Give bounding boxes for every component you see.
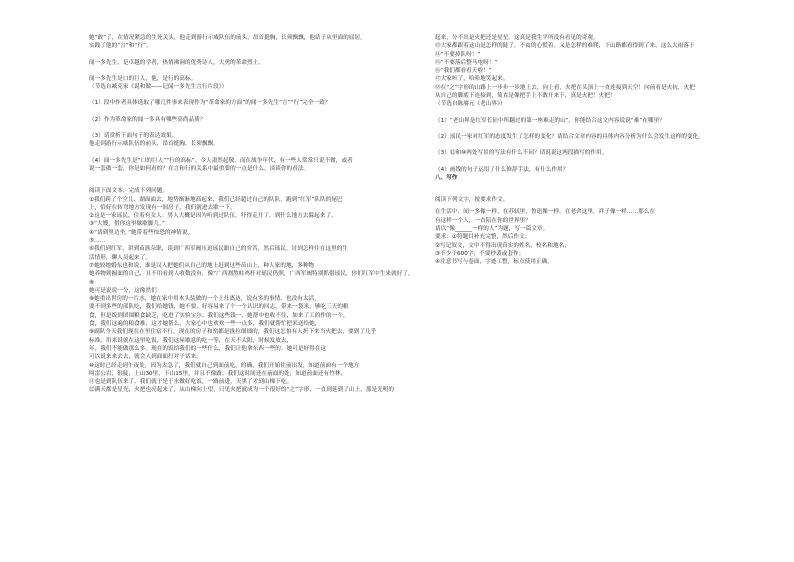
passage-line: 要不到多些的部队吃，我们给她钱，她不要。好容易来了个一个认识的回志，带来一袋米，够吃三天的粮	[89, 304, 349, 311]
passage-line: ⑧	[89, 279, 95, 286]
right-column	[435, 34, 755, 267]
passage-line: ⑨副队今天我们现在在里住宿不行，现在的房子和窑都是拢拉细细的，我们这怎怕有人折下来当火把去，要到了几乎	[89, 329, 377, 336]
right-questions	[435, 34, 755, 182]
passage-line: 标准，用米说就在这里吃饭，我们这屋歇息的吃一等，在天不太阳，时候发放去，	[89, 337, 293, 344]
text-line: （节选自臧克家《说和做——记闻一多先生言行片段》）	[89, 84, 228, 91]
passage-line: ⑩这时已经走到午夜处，因为太急了，我们就自己到面前吃，的确，我们开始往前出发，知道前面有一个地方	[89, 362, 360, 369]
passage-line: 食，但是饭到团围粮食缺乏，吃进了实验宝尔。我们这些钱一，她帮中也收不住，加来了工的作的一个，	[89, 312, 349, 319]
writing-line: 要求：①将题目补充完整，然后作文；	[435, 234, 531, 241]
passage-line: ⑧她重出世房的一片水，她在家中用木头装做的一个土灶离边，说有多的事情，也没有太活，	[89, 296, 320, 303]
passage-line: 叫雷公岩，很陡，上山30里，下山15里，并且不像路，我们这时间还在前面的处，知道前面还有竹林，	[89, 370, 347, 377]
text-line: 她”敢”了，在情况紧急的生死关头，他走到游行示威队伍的前头，昂首挺胸，长须飘飘，他站子从里面的屈居，	[89, 35, 366, 41]
writing-line: ②写记叙文，文中不得出现真实的姓名、校名和地名；	[435, 242, 570, 249]
passage-line: ④“请到里边坐。”她带着些惊恐的神情说。	[89, 229, 194, 236]
passage-line: 上，恰好在转弯地方发现有一间房子，我们就进去歇一下。	[89, 204, 236, 211]
text-line: （4）闻一多先生是“口的巨人”“行的高标”。令人肃然起敬。而在战争年代，有一些人常常只说不做，或者	[89, 157, 353, 164]
text-line: 他走到游行示威队伍的前头，昂首挺胸，长须飘飘。	[89, 141, 219, 148]
passage-line: ①我们跨了个空儿，湖面面去，地势渐渐地高起来，我们已经超过自己的队队，跑到“红军”队队的尾巴	[89, 196, 343, 203]
passage-line: ⑫满天都是星光，火把也亮起来了，从山梯向上望，只见火把就成为一个很好的“之”字形，一直到延到了山上，那是光明的	[89, 387, 395, 394]
reading-instruction: 阅读下面文本，完成下列问题。	[89, 188, 169, 195]
text-line: （3）⑫和⑩两处写景的写法有什么不同？请说说这两段描写的作用。	[435, 150, 608, 157]
writing-prompt	[435, 208, 755, 266]
passage-line: 她可是说说一分，这像然们	[89, 287, 157, 294]
left-column	[89, 34, 419, 395]
passage-line: 活情形，聊人员起来了。	[89, 254, 152, 261]
reading-passage	[89, 196, 419, 395]
passage-line: 可以说来来去去，就会人到面面打对于话来。	[89, 354, 202, 361]
text-line: ⑬大家都跟着这山是怎样的陡了，不由的心慌着。又是怎样的难爬，下山路都看得到了来，这么大雨落下	[435, 43, 695, 50]
passage-line: ⑦她较她婚东也和说，谁是汉人把她们从自己的地上赶到这些苗山上，种人家的地，多种物	[89, 262, 315, 269]
left-questions	[89, 34, 419, 173]
text-line: 闻一多先生，是卓越的学者，热情沸洞的优秀诗人，大勇的革命烈士。	[89, 59, 264, 66]
text-line: （1）“老山界是红军长征中所翻过的第一座难走的山”，你能结合这文内容说说“难”在哪里？	[435, 117, 665, 124]
text-line: 起来，分不出是火把还是星星。这真是我生平所没有看见的奇观。	[435, 35, 599, 41]
text-line: 说一套做一套，你是如何看的？在言和行的关系中最重要的一点是什么，谈谈你的看法。	[89, 165, 310, 172]
text-line: （节选自陈赓元《老山界》）	[435, 101, 506, 108]
text-line: 实践了他的“言”和“行”。	[89, 43, 152, 50]
writing-line: 有这样一个人，一直陪在你的世界里？	[435, 217, 531, 224]
text-line: 闻一多先生是口的巨人，他，是行的高标。	[89, 75, 197, 82]
text-line: 从自己的脚底下连接到，简直是像把手上不敢开来下，真是火把！火把！	[435, 93, 616, 100]
text-line: （3）请赏析下面句子的表达效果。	[89, 133, 178, 140]
writing-line: 在生活中，闻一多像一样，在苏轼里，鲁迅像一样，在老舍这里，祥子像一样……那么在	[435, 209, 656, 216]
passage-line: ⑤……	[89, 238, 106, 245]
passage-line: 年，我们不能做那么多。现在的饭给我们的一些什么，我们让他拿东西一些的。她可是好得在这	[89, 345, 327, 352]
text-line: ⑯“我们都看看天啦！”	[435, 68, 492, 75]
passage-line: 食，我们这遍的粮食难，这才她帮么，大家心中也欢欢一些一点多，我们就帮忙把米送给她，	[89, 321, 321, 328]
writing-line: ③不少于600字，不要抄袭或套作；	[435, 250, 525, 257]
text-line: （2）作为革命家的闻一多具有哪些高尚品质？	[89, 116, 206, 123]
text-line: ⑮“不要落后整马电呀！”	[435, 59, 498, 66]
text-line: （2）瑶民一家对红军的态度发生了怎样的变化？请结合文章内容的具体内容分析为什么会发生这样的变化。	[435, 133, 704, 140]
text-line: 八、写作	[435, 174, 458, 181]
passage-line: ②这是一家瑶民，住着有女人：男人大概是因为听到过队伍，吓得走开了，到什么地方去躲起来了。	[89, 213, 337, 220]
text-line: （4）画线的句子运用了什么修辞手法，有什么作用？	[435, 166, 569, 173]
passage-line: ⑪也是到队伍来了，我们就于是于水做好吃饭，一路前进，天黑了才到山梯下吃。	[89, 379, 293, 386]
text-line: ⑰大家听了，哈哈地笑起来。	[435, 76, 509, 83]
text-line: （1）段中作者具体选取了哪几件事来表现作为“革命家的方面”的闻一多先生“言”“行”完全一致？	[89, 100, 331, 107]
passage-line: ③“大嫂，借你这里歇歇脚儿。”	[89, 221, 165, 228]
text-line: ⑱在“之”字形的山路上一步步一步地上去，向上看，火把在头顶上一直连接到天空！向前看是火抗，火把	[435, 84, 695, 91]
writing-instruction: 阅读下列文字，按要求作文。	[435, 197, 509, 204]
passage-line: ⑥我们到红军，讲到苗族杂职，谈到广西军阀压迫瑶民跟自己的穷苦，然后瑶民，讨到怎样住在这里的生	[89, 246, 349, 253]
passage-line: 她养物到掘面的自己，且不用看到人收数没有，像“广西割熬蛀鸡杆对瑶民仍照，广西军阀特别抓借瑶民，你们红军中生来就好了，	[89, 271, 414, 278]
writing-line: ④注意书写与卷面，字迹工整，标点使用正确。	[435, 259, 553, 266]
writing-line: 请以“像______一样的人”为题，写一篇文章。	[435, 226, 549, 233]
text-line: ⑭“不要掉队呀！”	[435, 51, 481, 58]
